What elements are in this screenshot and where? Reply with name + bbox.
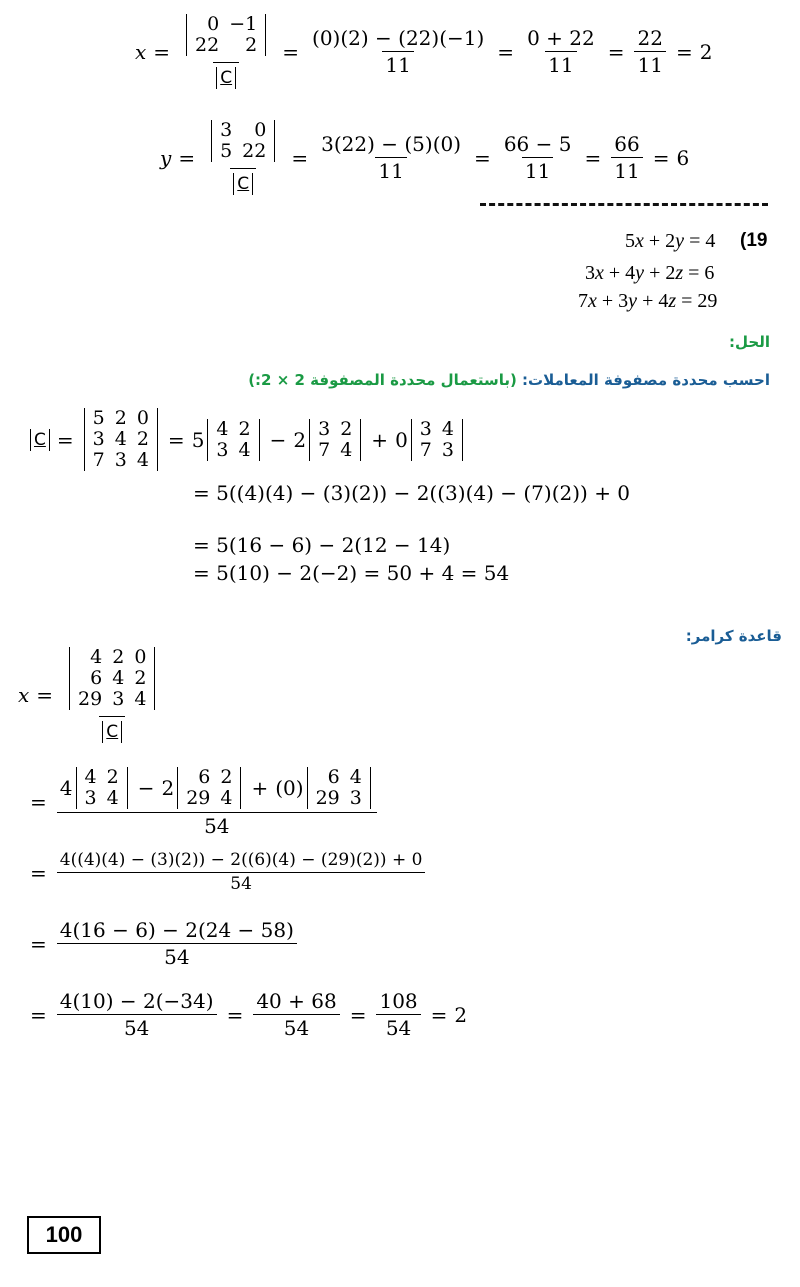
det-entry: 5: [220, 140, 233, 162]
det-entry: 3: [220, 119, 233, 141]
coefficient-matrix-symbol: C: [237, 174, 250, 194]
x-variable: x: [135, 39, 147, 64]
problem-equation-2: 3x + 4y + 2z = 6: [585, 262, 715, 284]
cramer-x-fraction: [63, 647, 161, 743]
x-solution-line: x = 0 −1 22 2 C = $\frac{(0)(2) - (22)(-1)}{11}$ = $\frac{0 + 22}{11}$ = $\frac{22}{11}$ = 2: [135, 13, 713, 88]
y-result: 6: [676, 145, 690, 170]
cramer-step-4c-fraction: $\frac{108}{54}$: [376, 991, 420, 1038]
denominator: 11: [611, 157, 642, 181]
det-entry: 2: [245, 34, 258, 56]
minor-determinant: 6 4 29 3: [307, 767, 371, 809]
det-entry: 22: [242, 140, 267, 162]
cramer-x-definition: x = 4 2 0 6 4 2 29 3 4 C: [18, 647, 164, 743]
cramer-step-1-fraction: 4 4 2 3 4 − 2 6 2 29 4 + (0) 6 4 29 3 54: [57, 767, 377, 836]
coefficient-matrix-symbol: C: [106, 722, 119, 742]
minor-determinant: 3 4 7 3: [411, 419, 463, 461]
x-numerator-determinant: 4 2 0 6 4 2 29 3 4: [69, 647, 155, 710]
problem-equation-1: 5x + 2y = 4: [625, 230, 716, 252]
instruction-main: احسب محددة مصفوفة المعاملات:: [522, 371, 770, 389]
y-solution-line: y = 3 0 5 22 C = $\frac{3(22) - (5)(0)}{11}$ = $\frac{66 - 5}{11}$ = $\frac{66}{11}$ = 6: [160, 119, 690, 194]
coefficient-matrix-symbol: C: [34, 429, 46, 450]
numerator: 0 + 22: [527, 26, 595, 50]
minor-determinant: 4 2 3 4: [76, 767, 128, 809]
cramer-step-2-fraction: $\frac{4((4)(4) - (3)(2)) - 2((6)(4) - (29)(2)) + 0}{54}$: [57, 852, 426, 893]
cofactor-coefficient: 5: [191, 427, 205, 452]
denominator: 11: [545, 51, 576, 75]
denominator: 11: [375, 157, 406, 181]
x-variable: x: [18, 683, 30, 707]
numerator: 3(22) − (5)(0): [321, 132, 462, 156]
cramer-x-result: 2: [454, 1002, 468, 1027]
det-entry: 22: [195, 34, 220, 56]
x-numerator-determinant: [186, 14, 266, 56]
det-entry: −1: [229, 13, 258, 35]
cramer-step-3: = $\frac{4(16 - 6) - 2(24 - 58)}{54}$: [30, 920, 300, 967]
coefficient-matrix-symbol: C: [220, 68, 233, 88]
numerator: 66: [614, 132, 640, 156]
minor-determinant: 4 2 3 4: [207, 419, 259, 461]
minor-determinant: 3 2 7 4: [309, 419, 361, 461]
dashed-separator: [480, 203, 768, 206]
x-fraction-step: [524, 28, 598, 75]
cramer-label: قاعدة كرامر:: [685, 627, 782, 645]
x-fraction-step: [634, 28, 665, 75]
numerator: (0)(2) − (22)(−1): [312, 26, 485, 50]
y-numerator-determinant: [211, 120, 275, 162]
det-entry: 0: [254, 119, 267, 141]
det-entry: 0: [207, 13, 220, 35]
coefficient-determinant: 5 2 0 3 4 2 7 3 4: [84, 408, 158, 471]
numerator: 22: [637, 26, 663, 50]
x-result: 2: [699, 39, 713, 64]
minor-determinant: 6 2 29 4: [177, 767, 241, 809]
x-fraction-step: [309, 28, 487, 75]
problem-number: 19): [740, 230, 768, 251]
determinant-step-2: = 5((4)(4) − (3)(2)) − 2((3)(4) − (7)(2)) + 0: [193, 481, 631, 505]
y-det-fraction: [205, 120, 281, 195]
page-number: 100: [27, 1216, 101, 1254]
cramer-step-4-fraction: $\frac{4(10) - 2(-34)}{54}$: [57, 991, 217, 1038]
cramer-step-3-fraction: $\frac{4(16 - 6) - 2(24 - 58)}{54}$: [57, 920, 297, 967]
y-fraction-step: [501, 134, 575, 181]
determinant-expansion: C = 5 2 0 3 4 2 7 3 4 = 5 4 2 3 4 − 2 3 2 7 4 + 0 3 4 7 3: [30, 408, 466, 471]
problem-equation-3: 7x + 3y + 4z = 29: [578, 290, 718, 312]
determinant-step-4: = 5(10) − 2(−2) = 50 + 4 = 54: [193, 561, 510, 585]
cramer-step-4b-fraction: $\frac{40 + 68}{54}$: [253, 991, 339, 1038]
cramer-step-1: = 4 4 2 3 4 − 2 6 2 29 4 + (0) 6 4 29 3 54: [30, 767, 380, 836]
instruction-line: [248, 371, 770, 389]
numerator: 66 − 5: [503, 132, 572, 156]
denominator: 11: [522, 157, 553, 181]
y-fraction-step: [611, 134, 642, 181]
determinant-step-3: = 5(16 − 6) − 2(12 − 14): [193, 533, 451, 557]
denominator: 11: [634, 51, 665, 75]
y-fraction-step: [318, 134, 464, 181]
x-det-fraction: [180, 14, 272, 89]
denominator: 11: [382, 51, 413, 75]
y-variable: y: [160, 145, 172, 170]
cramer-step-4: = $\frac{4(10) - 2(-34)}{54}$ = $\frac{40 + 68}{54}$ = $\frac{108}{54}$ = 2: [30, 989, 468, 1040]
cramer-step-2: = $\frac{4((4)(4) - (3)(2)) - 2((6)(4) - (29)(2)) + 0}{54}$: [30, 852, 428, 893]
cofactor-coefficient: 2: [293, 427, 307, 452]
cofactor-coefficient: 0: [395, 427, 408, 452]
instruction-paren: (باستعمال محددة المصفوفة 2 × 2:): [248, 371, 517, 389]
solution-label: الحل:: [729, 333, 770, 351]
